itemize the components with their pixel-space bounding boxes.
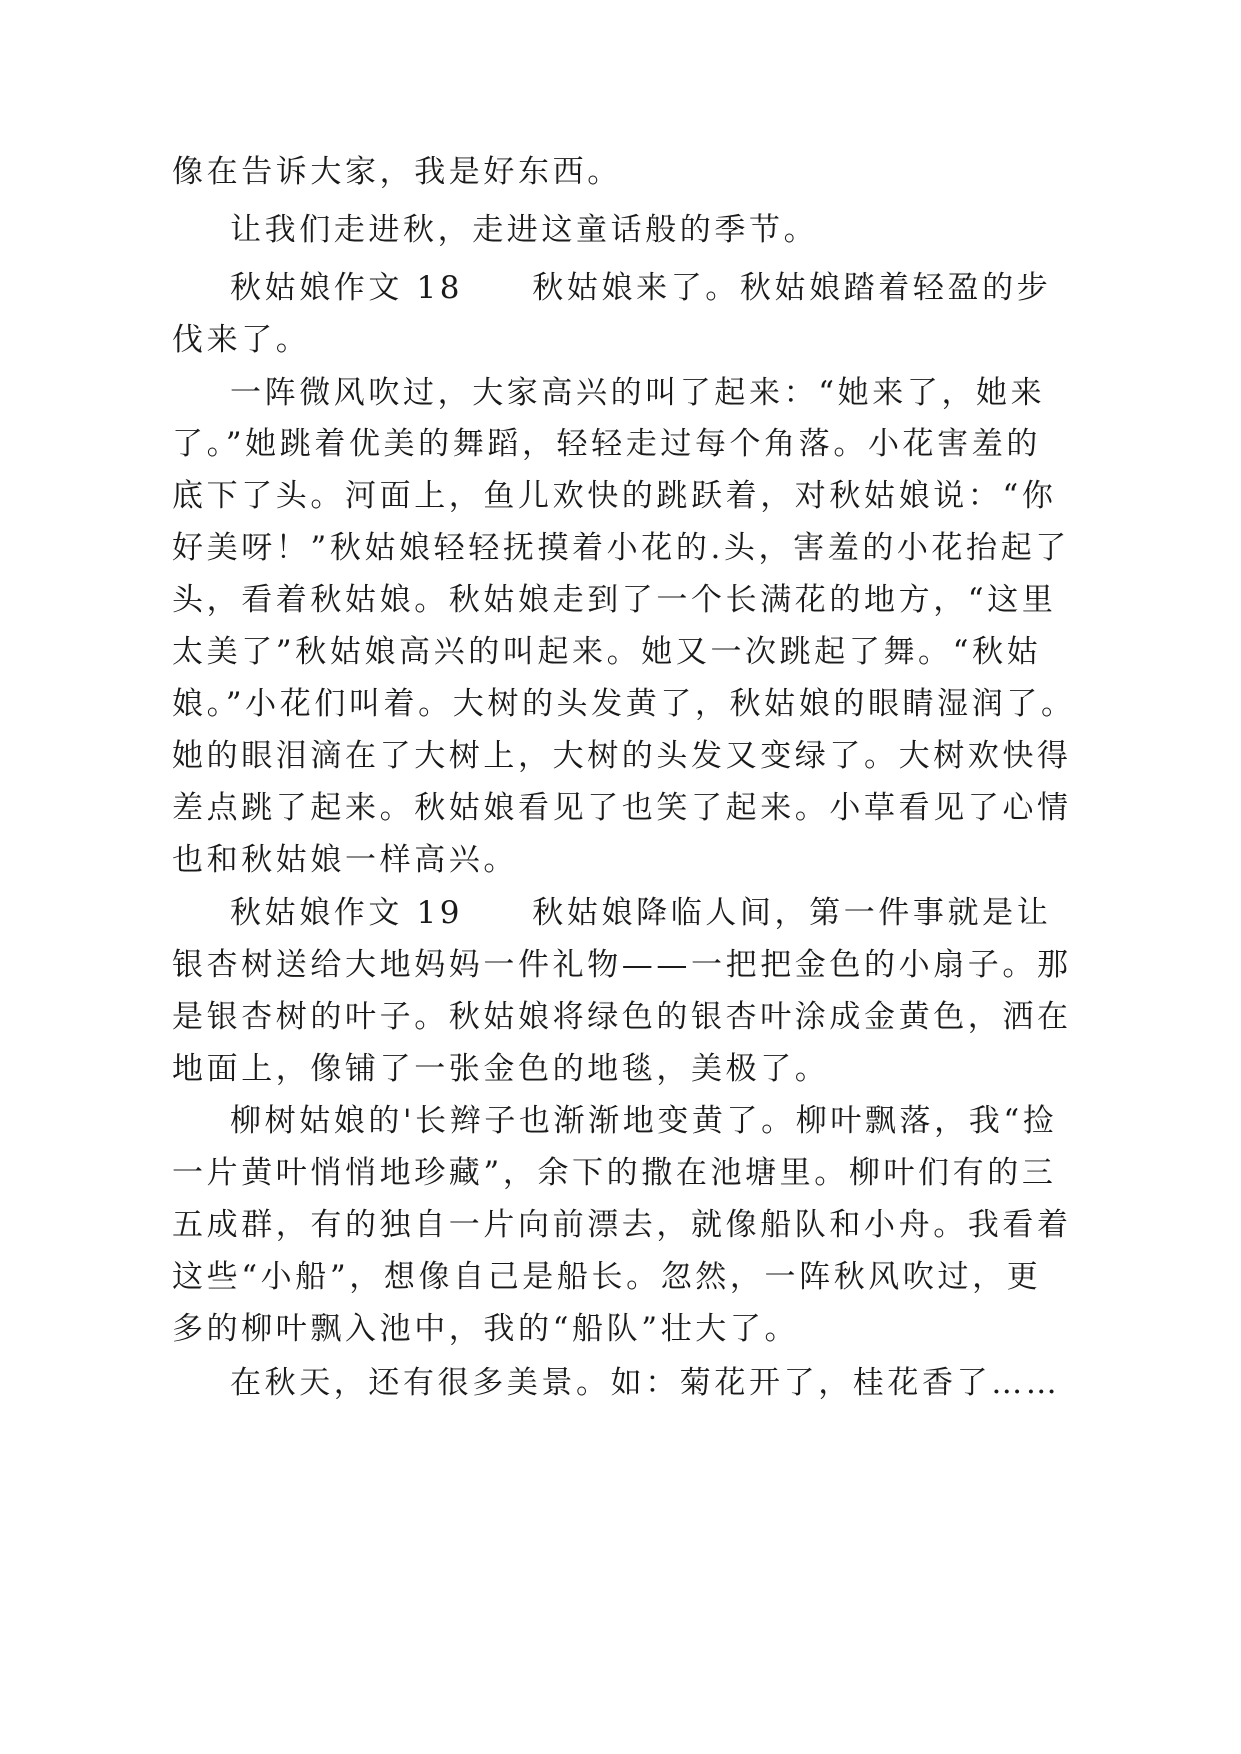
line-text: 地面上，像铺了一张金色的地毯，美极了。 bbox=[172, 1051, 830, 1087]
line-text: 了。”她跳着优美的舞蹈，轻轻走过每个角落。小花害羞的 bbox=[172, 426, 1041, 462]
text-line bbox=[172, 1257, 1041, 1297]
text-line bbox=[172, 1205, 1072, 1245]
line-text: 太美了”秋姑娘高兴的叫起来。她又一次跳起了舞。“秋姑 bbox=[172, 634, 1042, 670]
line-text: 这些“小船”，想像自己是船长。忽然，一阵秋风吹过，更 bbox=[172, 1259, 1042, 1295]
text-line bbox=[172, 945, 1072, 985]
line-text: 是银杏树的叶子。秋姑娘将绿色的银杏叶涂成金黄色，洒在 bbox=[172, 999, 1072, 1035]
line-text: 头，看着秋姑娘。秋姑娘走到了一个长满花的地方，“这里 bbox=[172, 582, 1057, 618]
text-line bbox=[172, 476, 1056, 516]
text-line bbox=[172, 840, 518, 880]
line-text: 秋姑娘作文 18 秋姑娘来了。秋姑娘踏着轻盈的步 bbox=[230, 270, 1052, 306]
text-line bbox=[230, 210, 818, 250]
line-text: 多的柳叶飘入池中，我的“船队”壮大了。 bbox=[172, 1311, 800, 1347]
line-text: 秋姑娘作文 19 秋姑娘降临人间，第一件事就是让 bbox=[230, 895, 1052, 931]
text-line bbox=[230, 373, 1045, 413]
text-line bbox=[230, 1363, 1060, 1403]
line-text: 娘。”小花们叫着。大树的头发黄了，秋姑娘的眼睛湿润了。 bbox=[172, 686, 1076, 722]
text-line bbox=[172, 152, 622, 192]
text-line bbox=[172, 580, 1056, 620]
section-heading-line bbox=[230, 268, 1051, 308]
text-line bbox=[172, 788, 1072, 828]
line-text: 像在告诉大家，我是好东西。 bbox=[172, 154, 622, 190]
text-line bbox=[172, 424, 1041, 464]
line-text: 一片黄叶悄悄地珍藏”，余下的撒在池塘里。柳叶们有的三 bbox=[172, 1155, 1057, 1191]
line-text: 一阵微风吹过，大家高兴的叫了起来：“她来了，她来 bbox=[230, 375, 1046, 411]
text-line bbox=[172, 320, 310, 360]
line-text: 银杏树送给大地妈妈一件礼物——一把把金色的小扇子。那 bbox=[172, 947, 1072, 983]
line-text: 柳树姑娘的'长辫子也渐渐地变黄了。柳叶飘落，我“捡 bbox=[230, 1103, 1058, 1139]
section-heading-line bbox=[230, 893, 1051, 933]
text-line bbox=[172, 1309, 799, 1349]
text-line bbox=[230, 1101, 1057, 1141]
text-line bbox=[172, 736, 1072, 776]
text-line bbox=[172, 632, 1041, 672]
line-text: 也和秋姑娘一样高兴。 bbox=[172, 842, 518, 878]
text-line bbox=[172, 528, 1070, 568]
line-text: 她的眼泪滴在了大树上，大树的头发又变绿了。大树欢快得 bbox=[172, 738, 1072, 774]
line-text: 伐来了。 bbox=[172, 322, 311, 358]
line-text: 五成群，有的独自一片向前漂去，就像船队和小舟。我看着 bbox=[172, 1207, 1072, 1243]
line-text: 在秋天，还有很多美景。如：菊花开了，桂花香了…… bbox=[230, 1365, 1061, 1401]
line-text: 好美呀！”秋姑娘轻轻抚摸着小花的.头，害羞的小花抬起了 bbox=[172, 530, 1070, 566]
text-line bbox=[172, 997, 1072, 1037]
text-line bbox=[172, 1049, 829, 1089]
line-text: 差点跳了起来。秋姑娘看见了也笑了起来。小草看见了心情 bbox=[172, 790, 1072, 826]
line-text: 让我们走进秋，走进这童话般的季节。 bbox=[230, 212, 819, 248]
text-line bbox=[172, 684, 1076, 724]
text-line bbox=[172, 1153, 1056, 1193]
line-text: 底下了头。河面上，鱼儿欢快的跳跃着，对秋姑娘说：“你 bbox=[172, 478, 1057, 514]
